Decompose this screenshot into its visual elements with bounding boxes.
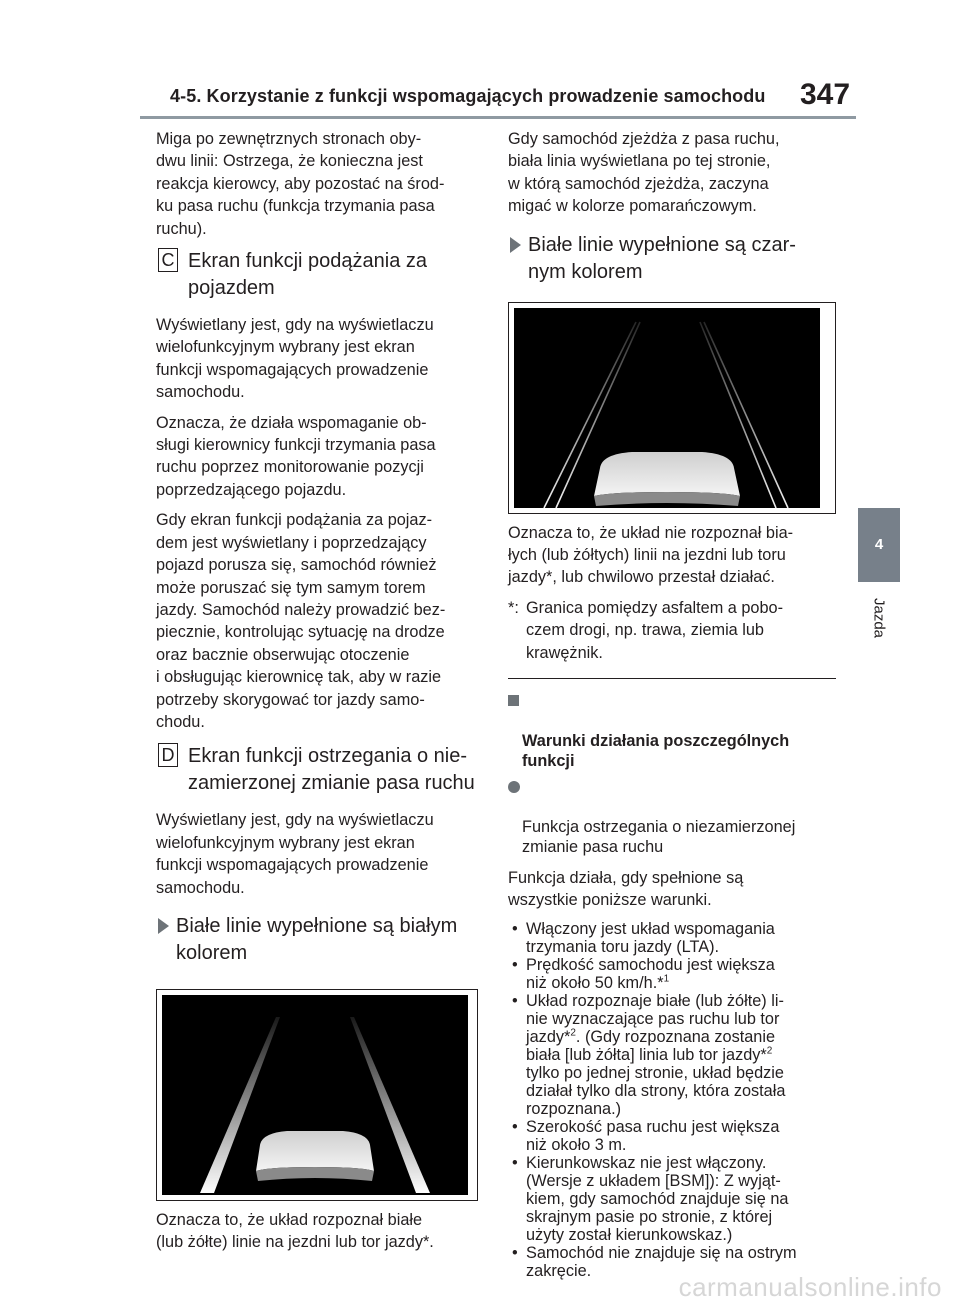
list-item [508, 920, 836, 956]
triangle-bullet-icon [510, 237, 521, 253]
chapter-tab[interactable]: 4 [858, 508, 900, 582]
black-lines-heading [508, 232, 836, 286]
function-heading-text: Funkcja ostrzegania o niezamierzonej zmianie pasa ruchu [522, 818, 796, 857]
list-item-text: Prędkość samochodu jest większa niż około 50 km/h.* [526, 955, 775, 992]
footnote-text: Granica pomiędzy asfaltem a pobo- czem drogi, np. trawa, ziemia lub krawężnik. [526, 598, 784, 662]
section-d-heading [156, 743, 478, 797]
list-item [508, 1154, 836, 1244]
vehicle-icon [256, 1131, 374, 1181]
section-c-title: Ekran funkcji podążania za pojazdem [188, 250, 428, 300]
conditions-heading [508, 691, 836, 771]
header-divider [140, 116, 856, 119]
section-c-paragraph-2: Oznacza, że działa wspomaganie ob- sługi kierownicy funkcji trzymania pasa ruchu poprzez monitorowanie pozycji poprzedzającego pojazdu. [156, 413, 436, 499]
lane-display-image-not-recognized [508, 302, 836, 514]
footnote-mark: *: [508, 598, 519, 617]
conditions-list [508, 920, 836, 1280]
section-d-paragraph-1: Wyświetlany jest, gdy na wyświetlaczu wielofunkcyjnym wybrany jest ekran funkcji wspomagających prowadzenie samochodu. [156, 811, 434, 897]
list-item-text-continued: tylko po jednej stronie, układ będzie działał tylko dla strony, która została rozpoznana.) [526, 1063, 786, 1118]
not-recognized-caption: Oznacza to, że układ nie rozpoznał bia- łych (lub żółtych) linii na jezdni lub toru jazdy*, lub chwilowo przestał działać. [508, 523, 794, 587]
list-item-text-continued: . (Gdy rozpoznana zostanie biała [lub żółta] linia lub tor jazdy* [526, 1027, 776, 1064]
left-column [156, 128, 478, 1262]
right-column [508, 128, 836, 1280]
section-divider [508, 678, 836, 679]
triangle-bullet-icon [158, 918, 169, 934]
lane-recognized-illustration [162, 995, 468, 1195]
list-item [508, 1118, 836, 1154]
intro-paragraph: Miga po zewnętrznych stronach oby- dwu linii: Ostrzega, że konieczna jest reakcja kierowcy, aby pozostać na środ- ku pasa ruchu (funkcja trzymania pasa ruchu). [156, 130, 445, 238]
footnote-ref: 2 [570, 1027, 576, 1039]
footnote [508, 597, 836, 664]
list-item-text: Układ rozpoznaje białe (lub żółte) li- nie wyznaczające pas ruchu lub tor jazdy* [526, 991, 784, 1046]
black-lines-title: Białe linie wypełnione są czar- nym kolorem [528, 233, 796, 283]
square-bullet-icon [508, 695, 519, 706]
vehicle-icon [594, 452, 740, 506]
footnote-ref: 2 [766, 1045, 773, 1057]
section-d-badge: D [158, 743, 178, 767]
white-lines-title: Białe linie wypełnione są białym kolorem [176, 914, 458, 964]
list-item-text: Szerokość pasa ruchu jest większa niż około 3 m. [526, 1117, 780, 1154]
section-c-paragraph-3: Gdy ekran funkcji podążania za pojaz- dem jest wyświetlany i poprzedzający pojazd porusza się, samochód również może poruszać się tym samym torem jazdy. Samochód należy prowadzić bez- piecznie, kontrolując sytuację na drodze oraz bacznie obserwując otoczenie i obsługując kierownicę tak, aby w razie potrzeby skorygować tor jazdy samo- chodu. [156, 511, 446, 731]
section-d-title: Ekran funkcji ostrzegania o nie- zamierzonej zmianie pasa ruchu [188, 745, 475, 795]
page-number: 347 [800, 78, 851, 111]
list-item-text: Samochód nie znajduje się na ostrym zakręcie. [526, 1243, 797, 1280]
page-header-title: 4-5. Korzystanie z funkcji wspomagających prowadzenie samochodu [170, 86, 766, 106]
section-c-heading [156, 248, 478, 302]
conditions-intro: Funkcja działa, gdy spełnione są wszystkie poniższe warunki. [508, 869, 744, 910]
list-item-text: Włączony jest układ wspomagania trzymania toru jazdy (LTA). [526, 919, 775, 956]
lane-not-recognized-illustration [514, 308, 820, 508]
function-heading [508, 777, 836, 857]
recognized-caption: Oznacza to, że układ rozpoznał białe (lub żółte) linie na jezdni lub tor jazdy*. [156, 1210, 434, 1252]
footnote-ref: 1 [663, 973, 670, 985]
conditions-heading-text: Warunki działania poszczególnych funkcji [522, 732, 790, 771]
lane-departure-paragraph: Gdy samochód zjeżdża z pasa ruchu, biała linia wyświetlana po tej stronie, w którą samochód zjeżdża, zaczyna migać w kolorze pomarańczowym. [508, 130, 780, 216]
white-lines-heading [156, 913, 478, 967]
lane-display-image-recognized [156, 989, 478, 1201]
chapter-label-text: Jazda [870, 597, 888, 639]
list-item-text: Kierunkowskaz nie jest włączony. (Wersje z układem [BSM]): Z wyjąt- kiem, gdy samochód znajduje się na skrajnym pasie po stronie, z której użyty został kierunkowskaz.) [526, 1153, 789, 1244]
list-item [508, 992, 836, 1118]
watermark: carmanualsonline.info [678, 1272, 942, 1302]
list-item [508, 956, 836, 992]
section-c-badge: C [158, 248, 178, 272]
chapter-label [866, 588, 892, 648]
circle-bullet-icon [508, 781, 520, 793]
section-c-paragraph-1: Wyświetlany jest, gdy na wyświetlaczu wielofunkcyjnym wybrany jest ekran funkcji wspomagających prowadzenie samochodu. [156, 316, 434, 402]
